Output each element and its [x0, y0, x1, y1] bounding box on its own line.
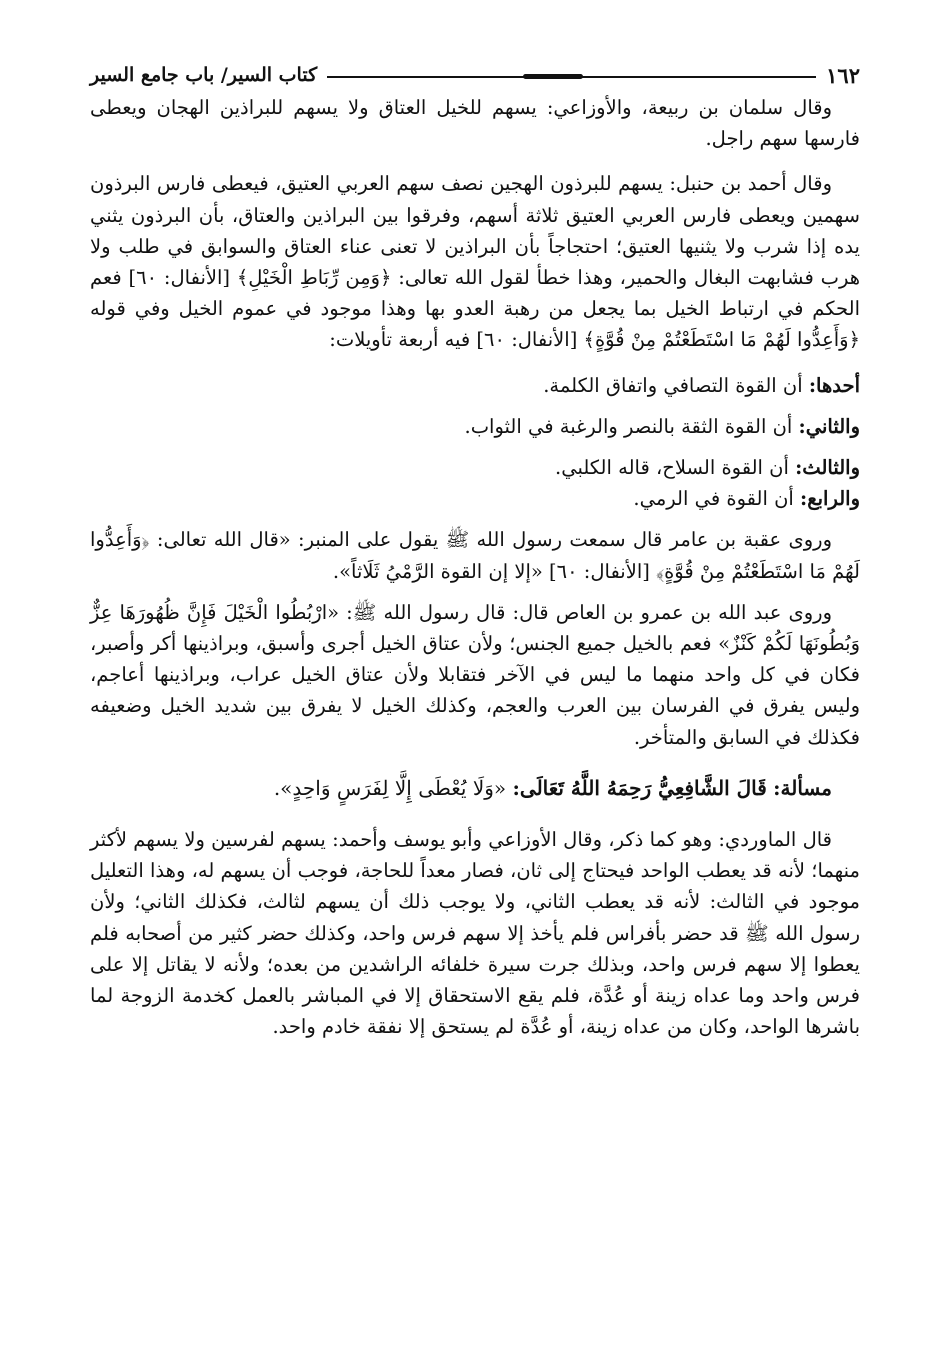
page-body [90, 92, 860, 1042]
interpretation-1 [90, 370, 860, 401]
masala-text: «وَلَا يُعْطَى إِلَّا لِفَرَسٍ وَاحِدٍ». [273, 775, 507, 800]
paragraph-uqba: وروى عقبة بن عامر قال سمعت رسول الله ﷺ يقول على المنبر: «قال الله تعالى: ﴿وَأَعِدُّوا لَهُمْ مَا اسْتَطَعْتُمْ مِنْ قُوَّةٍ﴾ [الأنفال: ٦٠] «إلا إن القوة الرَّمْيُ ثَلَاثاً». [90, 528, 860, 583]
book-page [90, 58, 860, 1362]
interpretation-label: والرابع: [800, 487, 860, 511]
interpretation-text: أن القوة الثقة بالنصر والرغبة في الثواب. [464, 414, 793, 438]
paragraph-salman: وقال سلمان بن ربيعة، والأوزاعي: يسهم للخيل العتاق ولا يسهم للبراذين الهجان ويعطى فارسها سهم راجل. [90, 96, 860, 151]
interpretation-2 [90, 411, 860, 442]
paragraph-abdullah: وروى عبد الله بن عمرو بن العاص قال: قال رسول الله ﷺ: «ارْبُطُوا الْخَيْلَ فَإِنَّ ظُهُورَهَا عِزٌّ وَبُطُونَهَا لَكُمْ كَنْزٌ» فعم بالخيل جميع الجنس؛ ولأن عتاق الخيل أجرى وأسبق، وبراذينها أكر وأصبر، فكان في كل واحد منهما ما ليس في الآخر فتقابلا ولأن عتاق الخيل عراب، وبراذينها أعاجم، وليس يفرق في الفرسان بين العرب والعجم، وكذلك الخيل لا يفرق بين شديد الخيل وضعيفه فكذلك في السابق والمتأخر. [90, 600, 860, 749]
masala-attribution: قَالَ الشَّافِعِيُّ رَحِمَهُ اللَّهُ تَعَالَى: [512, 775, 767, 800]
masala-label: مسألة: [773, 775, 832, 800]
interpretation-label: أحدها: [808, 373, 860, 397]
paragraph-mawardi: قال الماوردي: وهو كما ذكر، وقال الأوزاعي وأبو يوسف وأحمد: يسهم لفرسين ولا يسهم لأكثر منهما؛ لأنه قد يعطب الواحد فيحتاج إلى ثان، فصار معداً للحاجة، فوجب أن يسهم له، وهذا التعليل موجود في الثالث: لأنه قد يعطب الثاني، ولا يوجب ذلك أن يسهم لثالث، فكذلك الثاني؛ ولأن رسول الله ﷺ قد حضر بأفراس فلم يأخذ إلا سهم فرس واحد، وكذلك حضر كثير من أصحابه فلم يعطوا إلا سهم فرس واحد، وبذلك جرت سيرة خلفائه الراشدين من بعده؛ ولأنه لا يقاتل إلا على فرس واحد وما عداه زينة أو عُدَّة، فلم يقع الاستحقاق إلا في المباشر بالعمل كخدمة الزوجة لما باشرها الواحد، وكان من عداه زينة، أو عُدَّة لم يستحق إلا نفقة خادم واحد. [90, 828, 860, 1039]
page-header [90, 58, 860, 92]
interpretation-text: أن القوة التصافي واتفاق الكلمة. [543, 373, 803, 397]
header-rule [327, 76, 816, 78]
interpretation-label: والثاني: [798, 414, 860, 438]
interpretation-text: أن القوة في الرمي. [633, 487, 794, 511]
running-title: كتاب السير/ باب جامع السير [90, 64, 318, 86]
paragraph-ahmad: وقال أحمد بن حنبل: يسهم للبرذون الهجين نصف سهم العربي العتيق، فيعطى فارس البرذون سهمين ويعطى فارس العربي العتيق ثلاثة أسهم، وفرقوا بين البراذين والعتاق، بأن البرذون يثني يده إذا شرب ولا يثنيها العتيق؛ احتجاجاً بأن البراذين لا تعنى عناء العتاق والسوابق في طلب ولا هرب فشابهت البغال والحمير، وهذا خطأ لقول الله تعالى: ﴿وَمِن رِّبَاطِ الْخَيْلِ﴾ [الأنفال: ٦٠] فعم الحكم في ارتباط الخيل بما يجعل من رهبة العدو بها وهذا موجود في عموم الخيل وفي قوله ﴿وَأَعِدُّوا لَهُمْ مَا اسْتَطَعْتُمْ مِنْ قُوَّةٍ﴾ [الأنفال: ٦٠] فيه أربعة تأويلات: [90, 172, 860, 352]
masala-heading [90, 773, 860, 804]
page-number: ١٦٢ [826, 62, 860, 88]
interpretation-label: والثالث: [795, 456, 860, 480]
interpretation-3 [90, 452, 860, 483]
interpretation-text: أن القوة السلاح، قاله الكلبي. [555, 456, 789, 480]
interpretation-4 [90, 483, 860, 514]
